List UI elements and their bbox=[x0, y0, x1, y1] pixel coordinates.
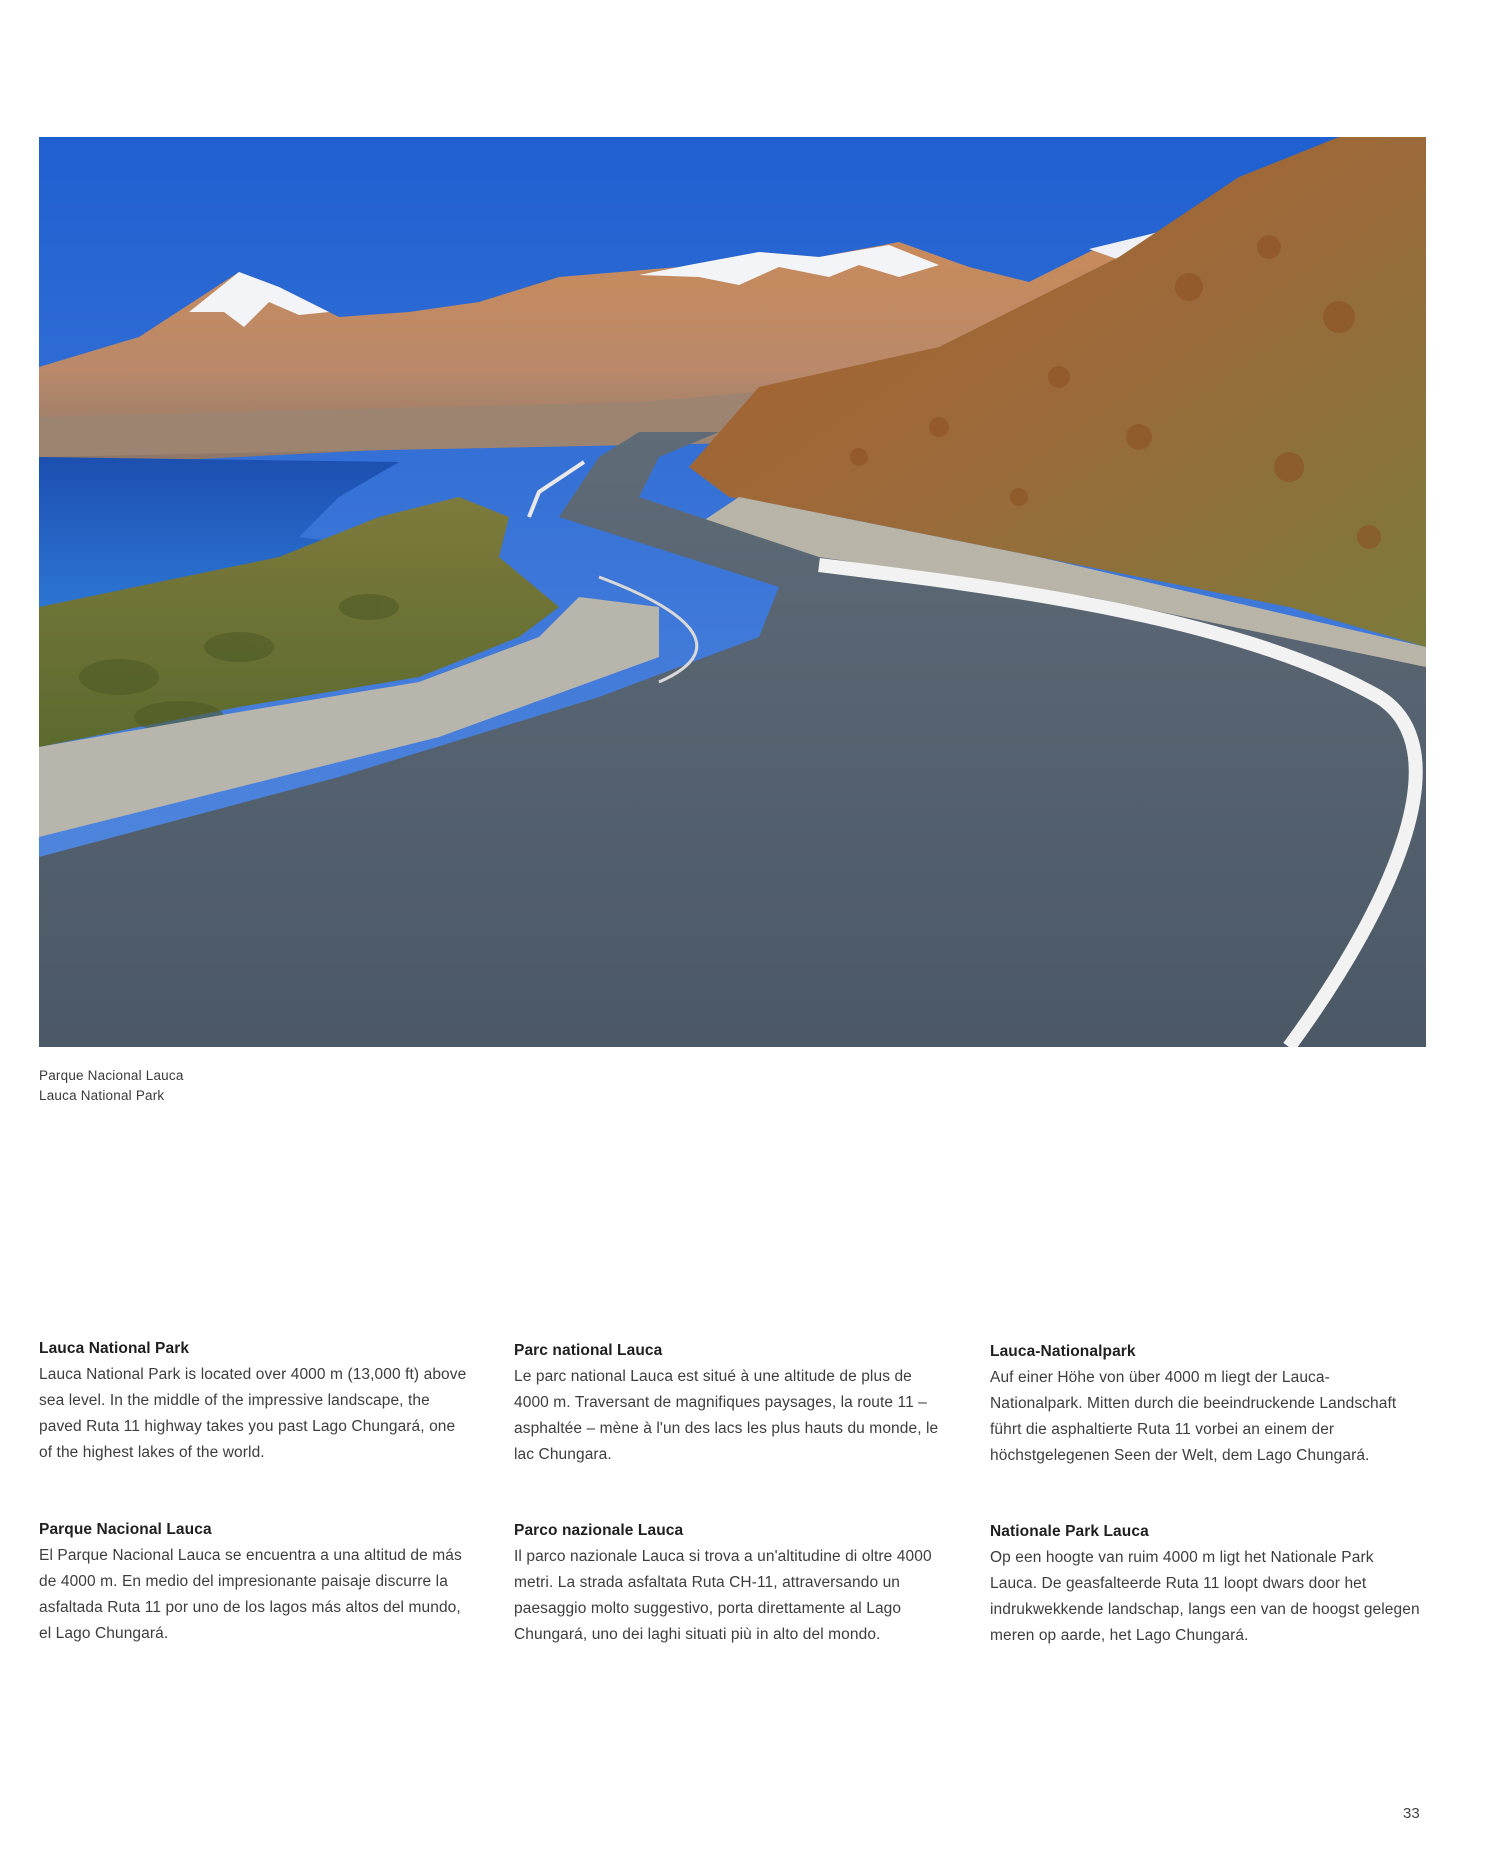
heading-german: Lauca-Nationalpark bbox=[990, 1343, 1136, 1360]
page-number: 33 bbox=[1403, 1805, 1420, 1822]
landscape-illustration bbox=[39, 137, 1426, 1047]
text-block-english bbox=[39, 1336, 469, 1466]
body-spanish: El Parque Nacional Lauca se encuentra a una altitud de más de 4000 m. En medio del impresionante paisaje discurre la asfaltada Ruta 11 por uno de los lagos más altos del mundo, el Lago Chungará. bbox=[39, 1547, 462, 1642]
caption-line-english: Lauca National Park bbox=[39, 1088, 165, 1103]
heading-french: Parc national Lauca bbox=[514, 1342, 663, 1359]
text-block-german bbox=[990, 1339, 1420, 1469]
body-german: Auf einer Höhe von über 4000 m liegt der Lauca-Nationalpark. Mitten durch die beeindruckende Landschaft führt die asphaltierte Ruta 11 vorbei an einem der höchstgelegenen Seen der Welt, dem Lago Chungará. bbox=[990, 1369, 1397, 1464]
caption-line-spanish: Parque Nacional Lauca bbox=[39, 1068, 184, 1083]
body-english: Lauca National Park is located over 4000 m (13,000 ft) above sea level. In the middle of the impressive landscape, the paved Ruta 11 highway takes you past Lago Chungará, one of the highest lakes of the world. bbox=[39, 1366, 467, 1461]
body-french: Le parc national Lauca est situé à une altitude de plus de 4000 m. Traversant de magnifiques paysages, la route 11 – asphaltée – mène à l'un des lacs les plus hauts du monde, le lac Chungara. bbox=[514, 1368, 939, 1463]
text-block-dutch bbox=[990, 1519, 1420, 1649]
text-block-french bbox=[514, 1338, 944, 1468]
photo-caption bbox=[39, 1066, 184, 1106]
body-italian: Il parco nazionale Lauca si trova a un'altitudine di oltre 4000 metri. La strada asfaltata Ruta CH-11, attraversando un paesaggio molto suggestivo, porta direttamente al Lago Chungará, uno dei laghi situati più in alto del mondo. bbox=[514, 1548, 932, 1643]
text-block-spanish bbox=[39, 1517, 469, 1647]
landscape-photo bbox=[39, 137, 1426, 1047]
heading-english: Lauca National Park bbox=[39, 1340, 190, 1357]
heading-spanish: Parque Nacional Lauca bbox=[39, 1521, 212, 1538]
heading-italian: Parco nazionale Lauca bbox=[514, 1522, 684, 1539]
heading-dutch: Nationale Park Lauca bbox=[990, 1523, 1149, 1540]
body-dutch: Op een hoogte van ruim 4000 m ligt het Nationale Park Lauca. De geasfalteerde Ruta 11 loopt dwars door het indrukwekkende landschap, langs een van de hoogst gelegen meren op aarde, het Lago Chungará. bbox=[990, 1549, 1420, 1644]
text-block-italian bbox=[514, 1518, 944, 1648]
